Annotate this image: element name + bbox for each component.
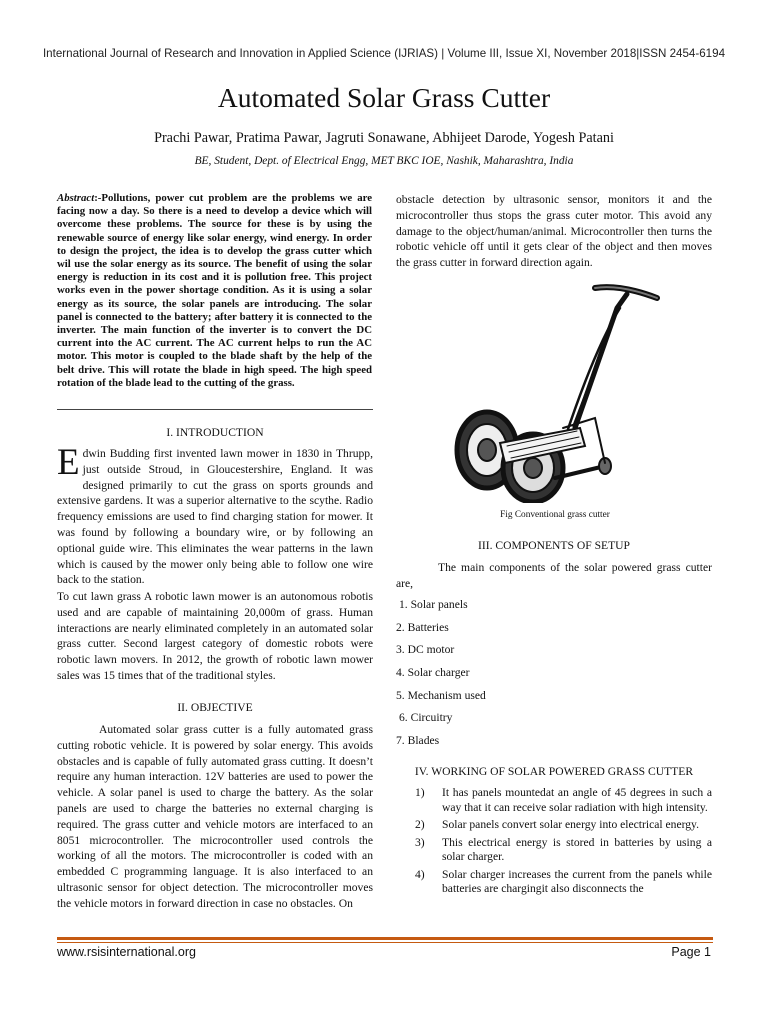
working-heading: IV. WORKING OF SOLAR POWERED GRASS CUTTER — [414, 765, 694, 778]
introduction-paragraph-1 — [57, 442, 373, 588]
footer-url: www.rsisinternational.org — [57, 945, 196, 959]
introduction-heading: I. INTRODUCTION — [166, 426, 264, 439]
component-item: 7. Blades — [396, 734, 440, 748]
objective-paragraph: Automated solar grass cutter is a fully automated grass cutting robotic vehicle. It is powered by solar energy. This avoids obstacles and is capable of fully automated grass cutting. It doesn’t require any human interaction. 12V batteries are used to power the vehicle. A solar panel is used to charge the battery. As the solar panels are used to charge the batteries no external charging is required. The grass cutter and vehicle motors are interfaced to an 8051 microcontroller. The microcontroller used controls the working of all the motors. The microcontroller is coded with an embedded C programming language. It is also interfaced to an ultrasonic sensor for object detection. The microcontroller moves the vehicle motors in forward direction in case no obstacles. On — [57, 723, 373, 910]
objective-heading: II. OBJECTIVE — [177, 701, 253, 714]
abstract-divider — [57, 409, 373, 410]
paper-authors: Prachi Pawar, Pratima Pawar, Jagruti Sonawane, Abhijeet Darode, Yogesh Patani — [154, 130, 614, 146]
working-item — [415, 786, 712, 815]
paper-title: Automated Solar Grass Cutter — [217, 82, 551, 113]
component-item: 3. DC motor — [396, 643, 455, 657]
working-item-text: It has panels mountedat an angle of 45 degrees in such a way that it can receive solar radiation with high intensity. — [442, 786, 712, 814]
component-item: 5. Mechanism used — [396, 688, 486, 702]
component-item: 1. Solar panels — [399, 598, 468, 611]
components-intro: The main components of the solar powered grass cutter are, — [396, 561, 712, 590]
objective-continuation: obstacle detection by ultrasonic sensor, monitors it and the microcontroller thus stops the grass cuter motor. This avoid any damage to the object/human/animal. Microcontroller then turns the robotic vehicle off until it gets clear of the object and then moves the grass cutter in forward direction again. — [396, 193, 712, 270]
working-item-number: 4) — [415, 867, 425, 881]
journal-header: International Journal of Research and Innovation in Applied Science (IJRIAS) | Volume III, Issue XI, November 2018|ISSN 2454-6194 — [42, 47, 726, 60]
working-item — [415, 868, 712, 897]
abstract-text: :-Pollutions, power cut problem are the problems we are facing now a day. So there is a need to develop a device which will overcome these problems. The source for these is by using the renewable source of energy like solar energy, wind energy. In order to design the project, the idea is to develop the grass cutter which wil use the solar energy as its source. The benefit of using the solar energy is reduction in its cost and it is pollution free. This project works even in the power shortage condition. As it is using a solar energy as its source, the solar panels are introducing. The solar panel is connected to the battery; after battery it is connected to the inverter. The main function of the inverter is to convert the DC current into the AC current. The AC current helps to run the AC motor. This motor is coupled to the blade shaft by the help of the belt drive. This will rotate the blade in high speed. The high speed rotation of the blade lead to the cutting of the grass. — [57, 192, 372, 389]
abstract-label: Abstract — [57, 192, 95, 204]
figure-caption: Fig Conventional grass cutter — [500, 510, 610, 520]
lawn-mower-figure — [445, 278, 670, 503]
working-item-text: Solar panels convert solar energy into electrical energy. — [442, 818, 700, 831]
paper-affiliation: BE, Student, Dept. of Electrical Engg, MET BKC IOE, Nashik, Maharashtra, India — [194, 155, 574, 167]
component-item: 2. Batteries — [396, 620, 449, 634]
working-item-number: 3) — [415, 835, 425, 849]
components-heading: III. COMPONENTS OF SETUP — [477, 539, 631, 552]
working-item — [415, 836, 712, 865]
working-list — [415, 786, 712, 900]
working-item — [415, 818, 712, 833]
components-list — [396, 597, 696, 756]
working-item-number: 1) — [415, 786, 425, 799]
introduction-p1-text: dwin Budding first invented lawn mower in 1830 in Thrupp, just outside Stroud, in Gloucestershire, England. It was designed primarily to cut the grass on sports grounds and extensive gardens. It was a superior alternative to the scythe. Radio frequency emissions are used to find charging station for mower. It was found by following a boundary wire, or by following an optional guide wire. This eliminates the wear patterns in the lawn which is caused by the mower only being able to follow one wire back to the station. — [57, 447, 373, 587]
introduction-paragraph-2: To cut lawn grass A robotic lawn mower is an autonomous robotis used and are capable of maintaining 20,000m of grass. Human interactions are nearly eliminated completely in an automated solar grass cutter. Second largest category of domestic robots were robotic lawn movers. In 2012, the growth of robotic lawn mower sales was 15 times that of the traditional styles. — [57, 590, 373, 682]
working-item-number: 2) — [415, 818, 425, 831]
page-number: Page 1 — [671, 945, 711, 959]
abstract — [57, 192, 372, 390]
footer-rule-thin — [57, 942, 713, 943]
working-item-text: Solar charger increases the current from the panels while batteries are chargingit also disconnects the — [442, 867, 712, 895]
footer-rule — [57, 937, 713, 940]
dropcap-letter: E — [57, 442, 80, 483]
working-item-text: This electrical energy is stored in batteries by using a solar charger. — [442, 835, 712, 863]
component-item: 4. Solar charger — [396, 666, 470, 680]
component-item: 6. Circuitry — [399, 711, 453, 725]
